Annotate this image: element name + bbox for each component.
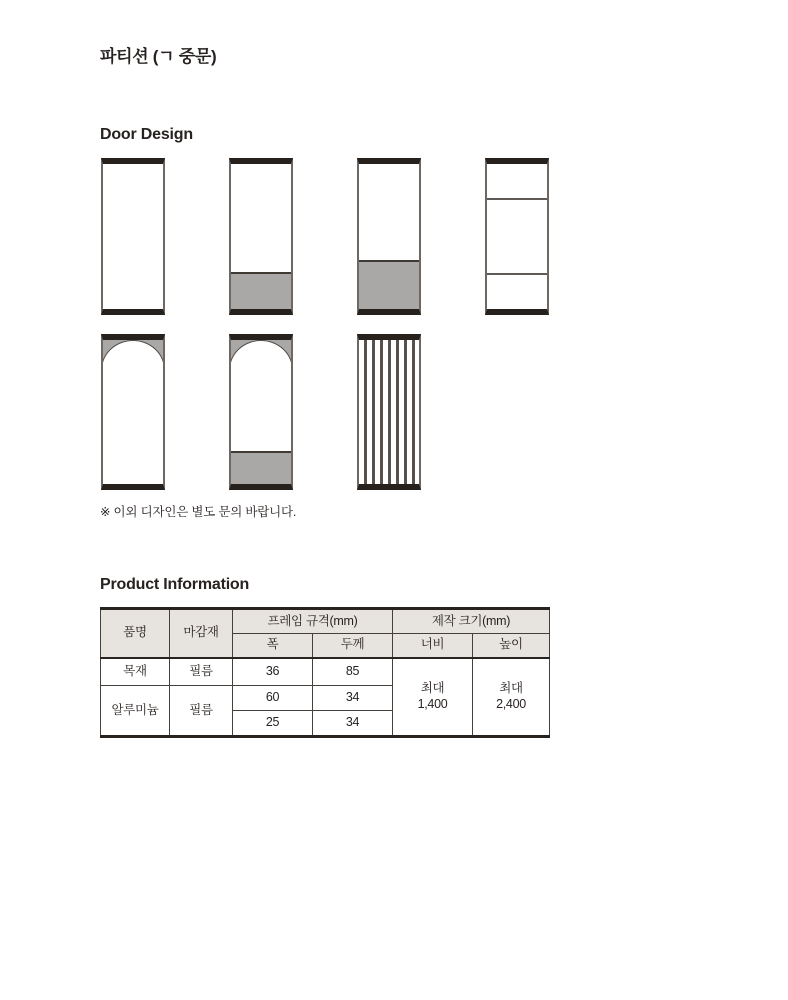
door-design-plain-glass xyxy=(101,158,165,315)
door-design-arch-top-bottom-panel xyxy=(229,334,293,490)
door-arch-corner xyxy=(103,340,163,370)
max-height-value: 2,400 xyxy=(496,696,526,711)
door-bottom-panel xyxy=(231,272,291,309)
design-inquiry-note: ※ 이외 디자인은 별도 문의 바랍니다. xyxy=(100,505,297,519)
door-bottom-panel xyxy=(231,451,291,484)
door-design-heading: Door Design xyxy=(100,126,193,143)
cell-finish-film: 필름 xyxy=(170,658,233,686)
cell-frame-thickness: 85 xyxy=(313,658,393,686)
door-design-arch-top xyxy=(101,334,165,490)
col-header-frame-thickness: 두께 xyxy=(313,634,393,658)
door-glass-area xyxy=(231,340,291,484)
product-info-heading: Product Information xyxy=(100,576,250,593)
col-header-frame-width: 폭 xyxy=(233,634,313,658)
col-header-size-width: 너비 xyxy=(393,634,473,658)
max-width-label: 최대 xyxy=(420,681,445,696)
door-divider-line xyxy=(487,198,547,200)
cell-product-aluminum: 알루미늄 xyxy=(101,686,170,737)
door-glass-area xyxy=(359,164,419,309)
door-design-bottom-panel-large xyxy=(357,158,421,315)
cell-frame-width: 36 xyxy=(233,658,313,686)
door-design-three-sections xyxy=(485,158,549,315)
door-glass-area xyxy=(231,164,291,309)
col-header-size-height: 높이 xyxy=(473,634,550,658)
col-group-frame-spec: 프레임 규격(mm) xyxy=(233,609,393,634)
col-header-finish-material: 마감재 xyxy=(170,609,233,658)
door-arch-shape xyxy=(103,340,163,370)
table-row xyxy=(101,658,550,686)
door-glass-area xyxy=(487,164,547,309)
cell-finish-film: 필름 xyxy=(170,686,233,737)
door-arch-corner xyxy=(231,340,291,370)
cell-frame-thickness: 34 xyxy=(313,686,393,711)
door-glass-area xyxy=(359,340,419,484)
door-glass-area xyxy=(103,164,163,309)
door-divider-line xyxy=(487,273,547,275)
cell-frame-width: 25 xyxy=(233,711,313,737)
page-title: 파티션 (ㄱ 중문) xyxy=(100,47,217,66)
col-group-production-size: 제작 크기(mm) xyxy=(393,609,550,634)
col-header-product-name: 품명 xyxy=(101,609,170,658)
cell-frame-width: 60 xyxy=(233,686,313,711)
cell-frame-thickness: 34 xyxy=(313,711,393,737)
cell-max-height xyxy=(473,658,550,737)
door-design-bottom-panel-small xyxy=(229,158,293,315)
max-height-label: 최대 xyxy=(499,681,523,696)
door-slat-pattern xyxy=(359,340,419,484)
product-info-table xyxy=(100,607,550,738)
door-glass-area xyxy=(103,340,163,484)
cell-max-width xyxy=(393,658,473,737)
cell-product-wood: 목재 xyxy=(101,658,170,686)
door-bottom-panel xyxy=(359,260,419,309)
door-arch-shape xyxy=(231,340,291,370)
max-width-value: 1,400 xyxy=(417,696,448,711)
door-design-vertical-slats xyxy=(357,334,421,490)
